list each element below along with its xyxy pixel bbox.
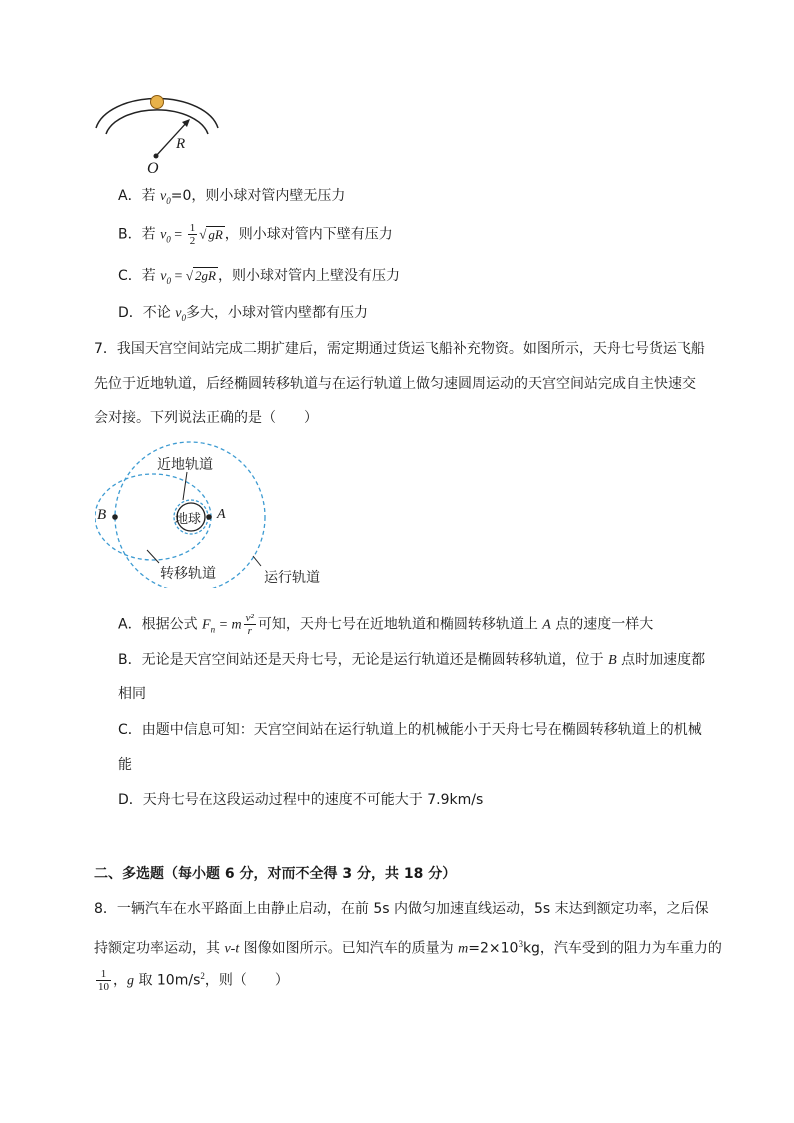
q6-option-d: D．不论 $v_0$多大，小球对管内壁都有压力 (118, 305, 368, 323)
tube-inner-arc (106, 110, 208, 134)
q7-stem-line3: 会对接。下列说法正确的是（ ） (94, 410, 318, 426)
fraction-half: $\frac{1}{2}$ (189, 222, 196, 247)
q7-stem-line1: 7．我国天宫空间站完成二期扩建后，需定期通过货运飞船补充物资。如图所示，天舟七号货运飞船 (94, 341, 705, 357)
q7-option-d: D．天舟七号在这段运动过程中的速度不可能大于 7.9km/s (118, 792, 484, 808)
label-near-orbit: 近地轨道 (157, 457, 213, 473)
q8-stem-line1: 8．一辆汽车在水平路面上由静止启动，在前 5s 内做匀加速直线运动，5s 末达到额定功率，之后保 (94, 901, 709, 917)
near-orbit-leader (183, 472, 187, 500)
ball (151, 96, 164, 109)
point-B (112, 514, 118, 520)
label-point-A: A (217, 507, 226, 522)
fraction-one-tenth: $\frac{1}{10}$ (98, 968, 109, 994)
q8-stem-line3: $\frac{1}{10}$ ，g 取 $10m/s^2$，则（ ） (98, 968, 289, 994)
label-transfer-orbit: 转移轨道 (160, 566, 216, 582)
sqrt-2gR: √ 2gR (185, 268, 216, 283)
q7-option-c-line1: C．由题中信息可知：天宫空间站在运行轨道上的机械能小于天舟七号在椭圆转移轨道上的机械 (118, 722, 702, 738)
q6-option-c: C．若 $v_0$ = √ 2gR ，则小球对管内上壁没有压力 (118, 268, 400, 286)
sqrt-gR: √ gR (199, 226, 223, 242)
transfer-leader (147, 550, 159, 563)
fig1-label-R: R (176, 136, 186, 152)
q6-option-b: B．若 $v_0$ = $\frac{1}{2}$ √ gR ，则小球对管内下壁有压力 (118, 222, 393, 247)
q7-stem-line2: 先位于近地轨道，后经椭圆转移轨道与在运行轨道上做匀速圆周运动的天宫空间站完成自主快速交 (94, 376, 696, 392)
label-earth: 地球 (175, 512, 202, 527)
label-point-B: B (97, 507, 107, 523)
q6-option-a: A．若 $v_0=0$，则小球对管内壁无压力 (118, 188, 346, 206)
q7-option-b-line1: B．无论是天宫空间站还是天舟七号，无论是运行轨道还是椭圆转移轨道，位于 B 点时加速度都 (118, 652, 706, 668)
section-title-multi-choice: 二、多选题（每小题 6 分，对而不全得 3 分，共 18 分） (94, 866, 457, 882)
q7-option-a: A．根据公式 $F_n = m$ $\frac{\text{v²}}{r}$ 可知，天舟七号在近地轨道和椭圆转移轨道上 A 点的速度一样大 (118, 612, 654, 637)
fraction-v2-over-r: $\frac{\text{v²}}{r}$ (245, 612, 254, 637)
point-A (206, 514, 212, 520)
label-run-orbit: 运行轨道 (264, 570, 320, 586)
q8-stem-line2: 持额定功率运动，其 v-t 图像如图所示。已知汽车的质量为 $m=2\times 10^3kg$，汽车受到的阻力为车重力的 (94, 939, 722, 957)
fig1-label-O: O (147, 160, 159, 177)
center-point (154, 154, 159, 159)
q7-option-b-line2: 相同 (118, 686, 146, 702)
q7-option-c-line2: 能 (118, 757, 132, 773)
run-leader (253, 556, 261, 566)
